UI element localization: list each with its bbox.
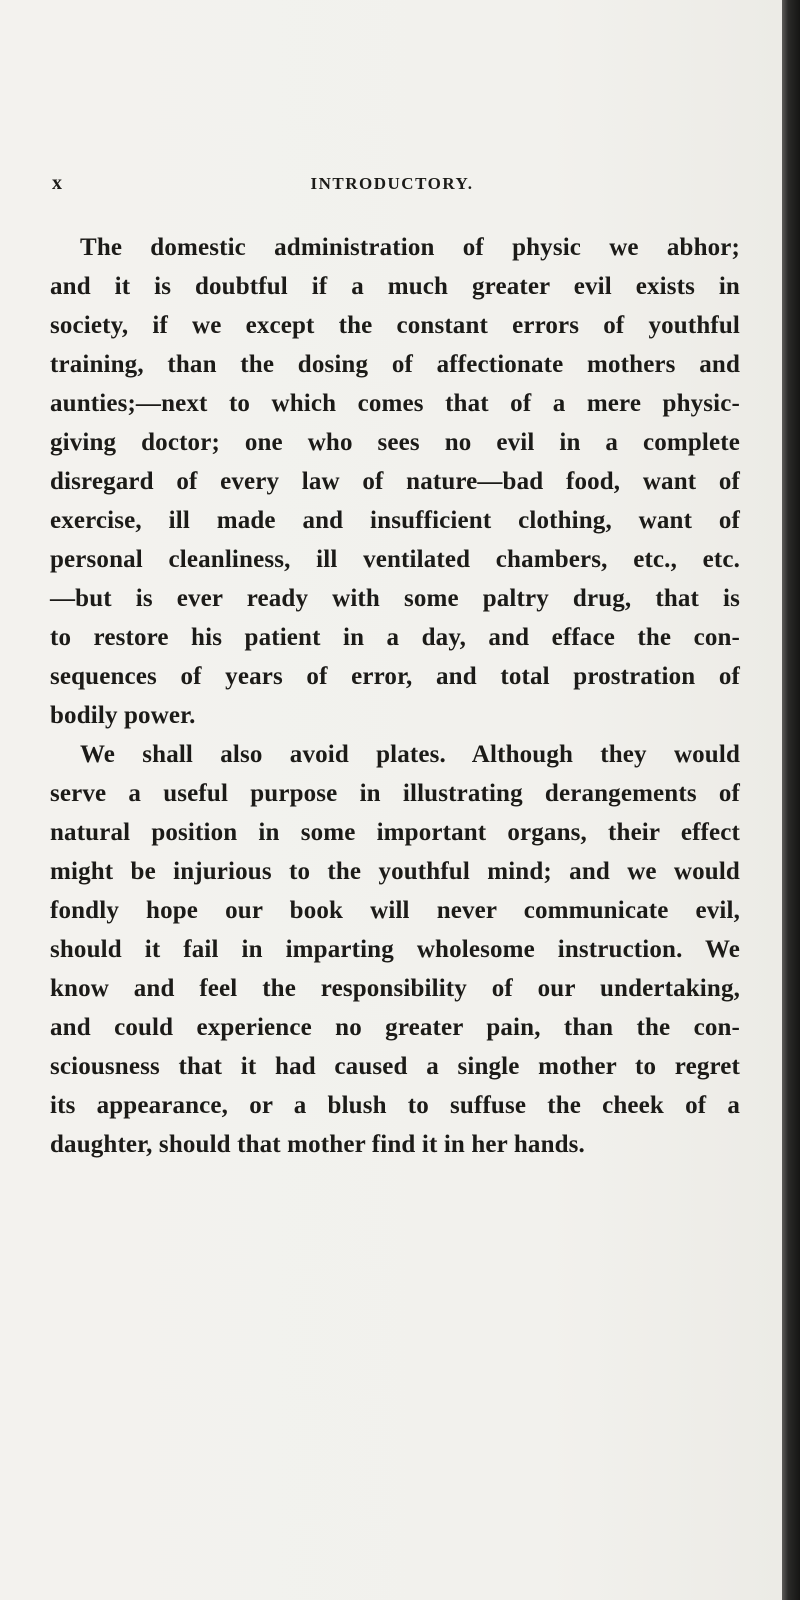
text-line: should it fail in imparting wholesome instruction. We	[50, 936, 740, 963]
text-line: bodily power.	[50, 702, 196, 729]
paragraph	[50, 735, 740, 1164]
text-line: daughter, should that mother find it in her hands.	[50, 1131, 585, 1158]
text-line: training, than the dosing of affectionate mothers and	[50, 351, 740, 378]
text-line: disregard of every law of nature—bad food, want of	[50, 468, 740, 495]
running-head	[52, 172, 732, 202]
text-line: natural position in some important organs, their effect	[50, 819, 740, 846]
binding-edge	[782, 0, 800, 1600]
text-line: exercise, ill made and insufficient clothing, want of	[50, 507, 740, 534]
text-line: sequences of years of error, and total prostration of	[50, 663, 740, 690]
text-line: personal cleanliness, ill ventilated chambers, etc., etc.	[50, 546, 740, 573]
text-line: The domestic administration of physic we abhor;	[80, 234, 740, 261]
text-line: serve a useful purpose in illustrating derangements of	[50, 780, 740, 807]
text-line: and it is doubtful if a much greater evil exists in	[50, 273, 740, 300]
text-line: fondly hope our book will never communicate evil,	[50, 897, 740, 924]
text-line: know and feel the responsibility of our undertaking,	[50, 975, 740, 1002]
text-line: and could experience no greater pain, than the con-	[50, 1014, 740, 1041]
text-line: aunties;—next to which comes that of a mere physic-	[50, 390, 740, 417]
text-line: might be injurious to the youthful mind; and we would	[50, 858, 740, 885]
text-line: to restore his patient in a day, and efface the con-	[50, 624, 740, 651]
running-title: INTRODUCTORY.	[310, 174, 474, 193]
paragraph	[50, 228, 740, 735]
page-number: x	[52, 172, 63, 194]
text-line: society, if we except the constant errors of youthful	[50, 312, 740, 339]
body-text	[50, 228, 740, 1164]
text-line: giving doctor; one who sees no evil in a complete	[50, 429, 740, 456]
text-line: —but is ever ready with some paltry drug, that is	[50, 585, 740, 612]
text-line: its appearance, or a blush to suffuse the cheek of a	[50, 1092, 740, 1119]
text-line: We shall also avoid plates. Although they would	[80, 741, 740, 768]
text-line: sciousness that it had caused a single mother to regret	[50, 1053, 740, 1080]
